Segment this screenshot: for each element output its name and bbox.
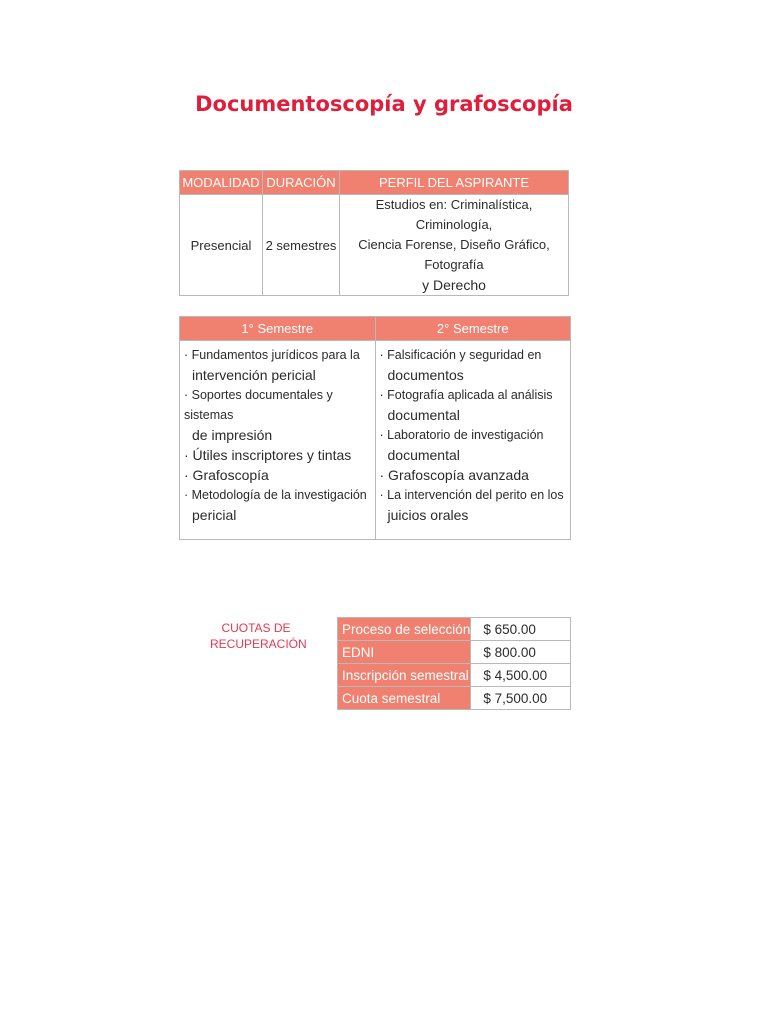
semester-1-courses [180,341,376,540]
course-item: · Laboratorio de investigación documental [379,428,544,463]
duracion-value: 2 semestres [263,195,340,296]
header-semester-2: 2° Semestre [375,317,571,341]
course-item: · Soportes documentales y sistemas de impresión [184,388,333,443]
fee-row [338,641,571,664]
modalidad-value: Presencial [180,195,263,296]
course-item: · La intervención del perito en los juicios orales [379,488,564,523]
fee-amount: $ 4,500.00 [471,664,571,687]
fee-concept: EDNI [338,641,471,664]
perfil-line: y Derecho [422,277,486,293]
course-item: · Fotografía aplicada al análisis documental [379,388,553,423]
page-title: Documentoscopía y grafoscopía [195,92,573,116]
fee-amount: $ 7,500.00 [471,687,571,710]
fee-concept: Inscripción semestral [338,664,471,687]
perfil-line: Ciencia Forense, Diseño Gráfico, Fotografía [358,237,550,272]
fee-row [338,687,571,710]
fee-concept: Proceso de selección [338,618,471,641]
fee-row [338,664,571,687]
header-semester-1: 1° Semestre [180,317,376,341]
course-item: · Grafoscopía [184,467,269,483]
fees-label-line: RECUPERACIÓN [210,637,307,651]
header-modalidad: MODALIDAD [180,171,263,195]
header-perfil: PERFIL DEL ASPIRANTE [340,171,569,195]
fees-label-line: CUOTAS DE [221,621,291,635]
program-info-table [179,170,569,296]
course-item: · Útiles inscriptores y tintas [184,447,352,463]
perfil-line: Estudios en: Criminalística, Criminología, [375,197,533,232]
header-duracion: DURACIÓN [263,171,340,195]
perfil-value [340,195,569,296]
semesters-table [179,316,571,540]
course-item: · Metodología de la investigación pericial [184,488,367,523]
fees-label [210,620,307,652]
course-item: · Grafoscopía avanzada [379,467,529,483]
course-item: · Falsificación y seguridad en documentos [379,348,542,383]
course-item: · Fundamentos jurídicos para la intervención pericial [184,348,360,383]
semester-2-courses [375,341,571,540]
fee-row [338,618,571,641]
fee-concept: Cuota semestral [338,687,471,710]
fee-amount: $ 800.00 [471,641,571,664]
fee-amount: $ 650.00 [471,618,571,641]
fees-table [337,617,571,710]
